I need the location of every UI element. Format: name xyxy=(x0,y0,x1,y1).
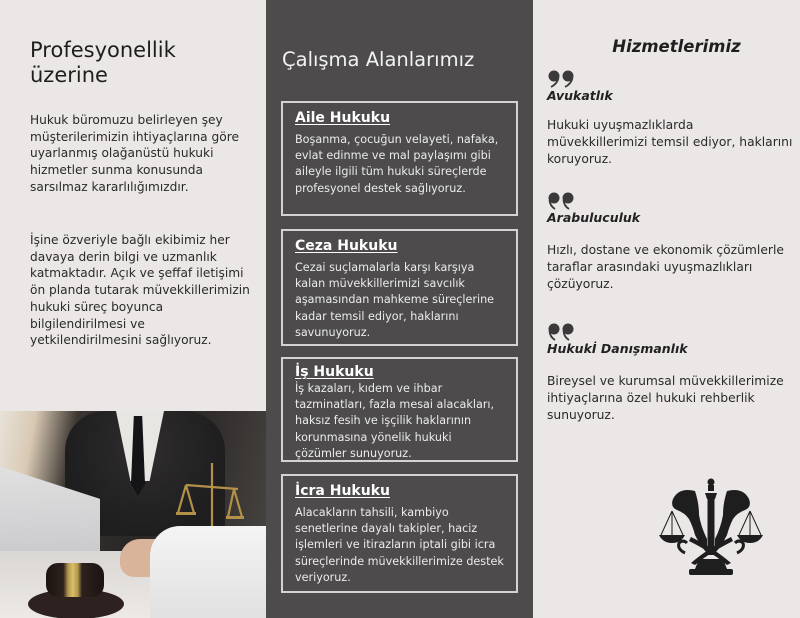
practice-area-card xyxy=(281,229,518,346)
service-title: Hukukİ Danışmanlık xyxy=(547,341,688,356)
service-item xyxy=(547,323,797,425)
service-title: Arabuluculuk xyxy=(547,210,641,225)
gavel-icon xyxy=(46,563,104,597)
practice-area-card xyxy=(281,101,518,216)
lawyer-desk-photo xyxy=(0,411,266,618)
area-description: İş kazaları, kıdem ve ihbar tazminatları, fazla mesai alacakları, haksız fesih ve işçilik haklarının korunmasına yönelik hukuki çözümler sunuyoruz. xyxy=(295,382,495,460)
lion-scales-logo xyxy=(655,477,767,581)
left-panel xyxy=(0,0,266,618)
service-item xyxy=(547,70,797,169)
services-title: Hizmetlerimiz xyxy=(612,37,741,56)
area-title: Ceza Hukuku xyxy=(295,238,398,254)
left-title: Profesyonellik üzerine xyxy=(30,38,176,87)
quote-icon xyxy=(547,70,577,88)
area-title: Aile Hukuku xyxy=(295,110,391,126)
practice-area-card xyxy=(281,474,518,593)
area-title: İş Hukuku xyxy=(295,364,374,380)
intro-paragraph: Hukuk büromuzu belirleyen şey müşterilerimizin ihtiyaçlarına göre uyarlanmış olağanüstü hukuki hizmetler sunma konusunda sarsılmaz kararlılığımızdır. xyxy=(30,113,239,194)
area-description: Boşanma, çocuğun velayeti, nafaka, evlat edinme ve mal paylaşımı gibi aileyle ilgili tüm hukuki süreçlerde profesyonel destek sağlıyoruz. xyxy=(295,133,499,195)
service-title: Avukatlık xyxy=(547,88,613,103)
scales-icon xyxy=(174,461,244,531)
quote-icon xyxy=(547,192,577,210)
area-description: Cezai suçlamalarla karşı karşıya kalan müvekkillerimizi savcılık aşamasından mahkeme süreçlerine kadar temsil ediyor, haklarını savunuyoruz. xyxy=(295,261,495,339)
service-description: Hızlı, dostane ve ekonomik çözümlerle taraflar arasındaki uyuşmazlıkları çözüyoruz. xyxy=(547,243,784,292)
practice-area-card xyxy=(281,357,518,462)
area-title: İcra Hukuku xyxy=(295,483,390,499)
sleeve-shape xyxy=(150,526,266,618)
practice-areas-title: Çalışma Alanlarımız xyxy=(282,48,475,71)
service-description: Bireysel ve kurumsal müvekkillerimize ihtiyaçlarına özel hukuki rehberlik sunuyoruz. xyxy=(547,374,784,423)
team-paragraph: İşine özveriyle bağlı ekibimiz her davaya derin bilgi ve uzmanlık katmaktadır. Açık ve şeffaf iletişimi ön planda tutarak müvekkillerimizin hukuki süreç boyunca bilgilendirilmesi ve yetkilendirilmesini sağlıyoruz. xyxy=(30,233,250,348)
service-item xyxy=(547,192,797,294)
area-description: Alacakların tahsili, kambiyo senetlerine dayalı takipler, haciz işlemleri ve itirazların iptali gibi icra süreçlerinde müvekkillerimize destek veriyoruz. xyxy=(295,506,504,584)
quote-icon xyxy=(547,323,577,341)
service-description: Hukuki uyuşmazlıklarda müvekkillerimizi temsil ediyor, haklarını koruyoruz. xyxy=(547,118,793,167)
